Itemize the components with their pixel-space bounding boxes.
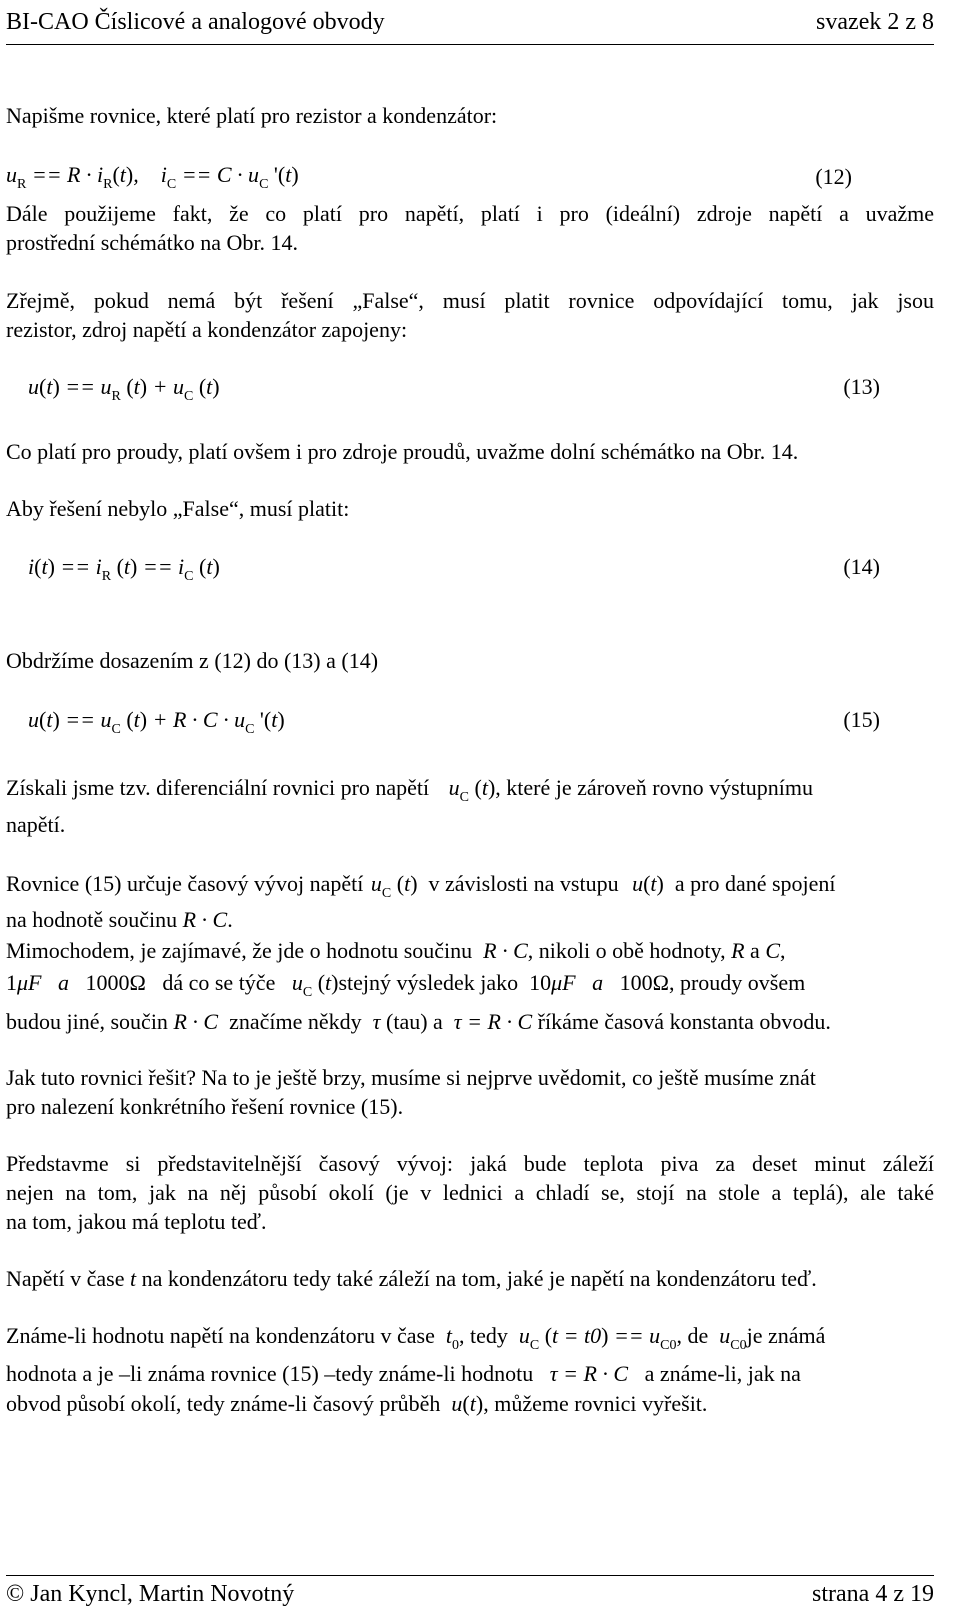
header-title: BI-CAO Číslicové a analogové obvody bbox=[6, 9, 385, 35]
paragraph-7-line-1: Získali jsme tzv. diferenciální rovnici pro napětí $u_C$ (t), které je zároveň rovno výstupnímu bbox=[6, 775, 813, 805]
paragraph-1: Napišme rovnice, které platí pro rezistor a kondenzátor: bbox=[6, 103, 498, 128]
paragraph-13-line-3: obvod působí okolí, tedy známe-li časový průběh u(t), můžeme rovnici vyřešit. bbox=[6, 1391, 708, 1416]
paragraph-11-line-1: Představme si představitelnější časový vývoj: jaká bude teplota piva za deset minut záleží bbox=[6, 1151, 934, 1176]
equation-12-number: (12) bbox=[815, 164, 852, 189]
equation-15-number: (15) bbox=[843, 707, 880, 732]
paragraph-10-line-1: Jak tuto rovnici řešit? Na to je ještě brzy, musíme si nejprve uvědomit, co ještě musíme znát bbox=[6, 1065, 816, 1090]
paragraph-10-line-2: pro nalezení konkrétního řešení rovnice (15). bbox=[6, 1094, 404, 1119]
footer-page-number: strana 4 z 19 bbox=[812, 1581, 934, 1607]
equation-15: $u(t) == u_C$ $(t) + R \cdot C \cdot u_C$ '(t) bbox=[28, 707, 285, 737]
equation-13-number: (13) bbox=[843, 374, 880, 399]
page-footer bbox=[6, 1578, 934, 1610]
paragraph-11-line-2: nejen na tom, jak na něj působí okolí (je v lednici a chladí se, stojí na stole a teplá), ale také bbox=[6, 1180, 934, 1205]
paragraph-4: Co platí pro proudy, platí ovšem i pro zdroje proudů, uvažme dolní schémátko na Obr. 14. bbox=[6, 439, 799, 464]
paragraph-9-line-3: budou jiné, součin R · C značíme někdy τ (tau) a τ = R · C říkáme časová konstanta obvodu. bbox=[6, 1009, 831, 1034]
paragraph-8-line-2: na hodnotě součinu R · C. bbox=[6, 907, 233, 932]
paragraph-11-line-3: na tom, jakou má teplotu teď. bbox=[6, 1209, 267, 1234]
equation-14: $i(t) == i_R$ $(t) == i_C$ (t) bbox=[28, 554, 220, 584]
paragraph-12: Napětí v čase t na kondenzátoru tedy také záleží na tom, jaké je napětí na kondenzátoru teď. bbox=[6, 1266, 817, 1291]
paragraph-9-line-1: Mimochodem, je zajímavé, že jde o hodnotu součinu R · C, nikoli o obě hodnoty, R a C, bbox=[6, 938, 786, 963]
paragraph-2-line-1: Dále použijeme fakt, že co platí pro napětí, platí i pro (ideální) zdroje napětí a uvažme bbox=[6, 201, 934, 226]
paragraph-8-line-1: Rovnice (15) určuje časový vývoj napětí $u_C$ (t) v závislosti na vstupu u(t) a pro dané spojení bbox=[6, 871, 836, 901]
paragraph-3-line-2: rezistor, zdroj napětí a kondenzátor zapojeny: bbox=[6, 317, 408, 342]
paragraph-3-line-1: Zřejmě, pokud nemá být řešení „False“, musí platit rovnice odpovídající tomu, jak jsou bbox=[6, 288, 934, 313]
footer-rule bbox=[6, 1575, 934, 1576]
paragraph-2-line-2: prostřední schémátko na Obr. 14. bbox=[6, 230, 299, 255]
footer-authors: © Jan Kyncl, Martin Novotný bbox=[6, 1581, 295, 1607]
page-header bbox=[6, 6, 934, 38]
header-rule bbox=[6, 44, 934, 45]
paragraph-7-line-2: napětí. bbox=[6, 812, 66, 837]
equation-12: $u_R == R \cdot i_R(t)$, $i_C == C \cdot u_C$ '(t) bbox=[6, 162, 299, 192]
paragraph-9-line-2: 1μF a 1000Ω dá co se týče $u_C$ (t)stejný výsledek jako 10μF a 100Ω, proudy ovšem bbox=[6, 970, 806, 1000]
paragraph-5: Aby řešení nebylo „False“, musí platit: bbox=[6, 496, 350, 521]
header-volume: svazek 2 z 8 bbox=[816, 9, 934, 35]
paragraph-6: Obdržíme dosazením z (12) do (13) a (14) bbox=[6, 648, 379, 673]
paragraph-13-line-2: hodnota a je –li známa rovnice (15) –tedy známe-li hodnotu τ = R · C a známe-li, jak na bbox=[6, 1361, 801, 1386]
equation-14-number: (14) bbox=[843, 554, 880, 579]
paragraph-13-line-1: Známe-li hodnotu napětí na kondenzátoru v čase $t_0$, tedy $u_C$ $(t = t0) == u_{C0}$, de $u_{C0}je$ známá bbox=[6, 1323, 826, 1353]
equation-13: $u(t) == u_R$ $(t) + u_C$ (t) bbox=[28, 374, 220, 404]
